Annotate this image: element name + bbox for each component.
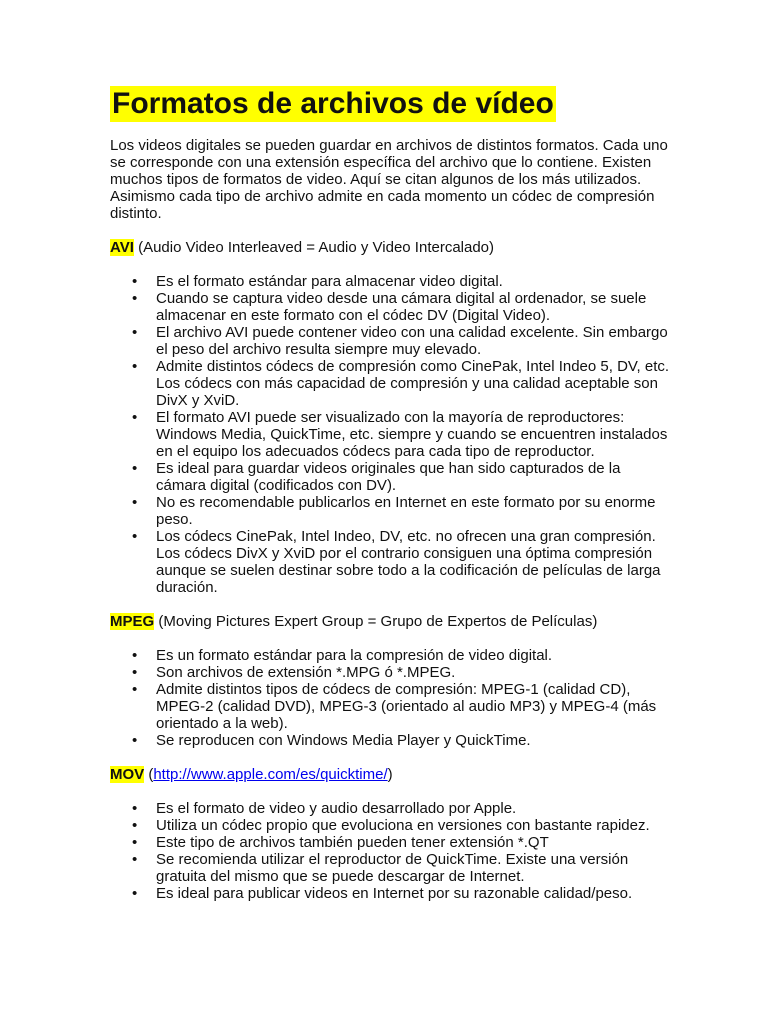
- section-paren-close: ): [387, 766, 393, 783]
- list-item: • Es el formato estándar para almacenar video digital.: [110, 273, 670, 290]
- list-item: • Se reproducen con Windows Media Player y QuickTime.: [110, 732, 670, 749]
- list-item: • Son archivos de extensión *.MPG ó *.MPEG.: [110, 664, 670, 681]
- section-label-avi: AVI: [110, 239, 134, 256]
- list-item: • Este tipo de archivos también pueden tener extensión *.QT: [110, 834, 670, 851]
- intro-paragraph: Los videos digitales se pueden guardar en archivos de distintos formatos. Cada uno se corresponde con una extensión específica del archivo que lo contiene. Existen muchos tipos de formatos de video. Aquí se citan algunos de los más utilizados. Asimismo cada tipo de archivo admite en cada momento un códec de compresión distinto.: [110, 137, 668, 222]
- list-item: • Se recomienda utilizar el reproductor de QuickTime. Existe una versión gratuita del mismo que se puede descargar de Internet.: [110, 851, 670, 885]
- section-heading-mov: [110, 766, 670, 783]
- section-label-mov: MOV: [110, 766, 145, 783]
- list-item: • No es recomendable publicarlos en Internet en este formato por su enorme peso.: [110, 494, 670, 528]
- list-item: • Es un formato estándar para la compresión de video digital.: [110, 647, 670, 664]
- bullet-list-mpeg: [110, 647, 670, 749]
- section-heading-mpeg: [110, 613, 670, 630]
- bullet-list-avi: [110, 273, 670, 596]
- section-label-mpeg: MPEG: [110, 613, 155, 630]
- page-title: Formatos de archivos de vídeo: [112, 87, 554, 120]
- bullet-list-mov: [110, 800, 670, 902]
- list-item: • El formato AVI puede ser visualizado con la mayoría de reproductores: Windows Media, QuickTime, etc. siempre y cuando se encuentren instalados en el equipo los adecuados códecs para cada tipo de reproductor.: [110, 409, 670, 460]
- section-heading-avi: [110, 239, 670, 256]
- section-paren-open: (: [144, 766, 154, 783]
- list-item: • Es ideal para guardar videos originales que han sido capturados de la cámara digital (codificados con DV).: [110, 460, 670, 494]
- quicktime-link[interactable]: http://www.apple.com/es/quicktime/: [153, 766, 388, 783]
- list-item: • Utiliza un códec propio que evoluciona en versiones con bastante rapidez.: [110, 817, 670, 834]
- list-item: • Es el formato de video y audio desarrollado por Apple.: [110, 800, 670, 817]
- section-desc-mpeg: (Moving Pictures Expert Group = Grupo de Expertos de Películas): [154, 613, 598, 630]
- list-item: • Admite distintos códecs de compresión como CinePak, Intel Indeo 5, DV, etc. Los códecs con más capacidad de compresión y una calidad aceptable son DivX y XviD.: [110, 358, 670, 409]
- document-page: [110, 86, 670, 902]
- list-item: • Admite distintos tipos de códecs de compresión: MPEG-1 (calidad CD), MPEG-2 (calidad DVD), MPEG-3 (orientado al audio MP3) y MPEG-4 (más orientado a la web).: [110, 681, 670, 732]
- list-item: • El archivo AVI puede contener video con una calidad excelente. Sin embargo el peso del archivo resulta siempre muy elevado.: [110, 324, 670, 358]
- list-item: • Los códecs CinePak, Intel Indeo, DV, etc. no ofrecen una gran compresión. Los códecs DivX y XviD por el contrario consiguen una óptima compresión aunque se suelen destinar sobre todo a la codificación de películas de larga duración.: [110, 528, 670, 596]
- list-item: • Cuando se captura video desde una cámara digital al ordenador, se suele almacenar en este formato con el códec DV (Digital Video).: [110, 290, 670, 324]
- list-item: • Es ideal para publicar videos en Internet por su razonable calidad/peso.: [110, 885, 670, 902]
- section-desc-avi: (Audio Video Interleaved = Audio y Video Intercalado): [133, 239, 495, 256]
